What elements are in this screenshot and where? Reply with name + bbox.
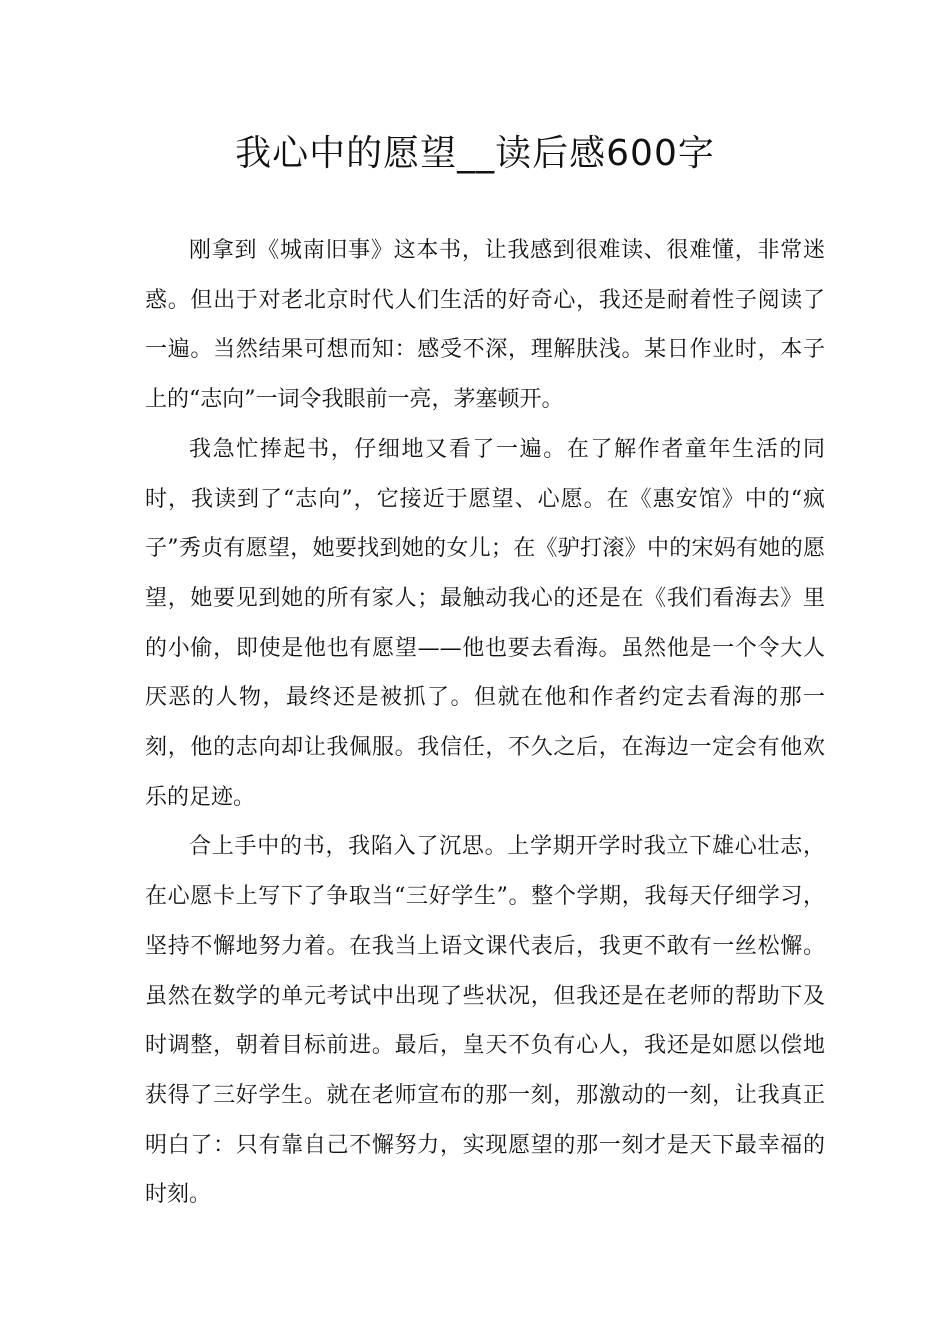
document-title: 我心中的愿望__读后感600字: [235, 133, 715, 174]
document-body: [145, 226, 825, 1220]
paragraph-3: 合上手中的书，我陷入了沉思。上学期开学时我立下雄心壮志，在心愿卡上写下了争取当“三好学生”。整个学期，我每天仔细学习，坚持不懈地努力着。在我当上语文课代表后，我更不敢有一丝松懈。虽然在数学的单元考试中出现了些状况，但我还是在老师的帮助下及时调整，朝着目标前进。最后，皇天不负有心人，我还是如愿以偿地获得了三好学生。就在老师宣布的那一刻，那激动的一刻，让我真正明白了：只有靠自己不懈努力，实现愿望的那一刻才是天下最幸福的时刻。: [145, 834, 825, 1208]
paragraph-2: 我急忙捧起书，仔细地又看了一遍。在了解作者童年生活的同时，我读到了“志向”，它接近于愿望、心愿。在《惠安馆》中的“疯子”秀贞有愿望，她要找到她的女儿；在《驴打滚》中的宋妈有她的愿望，她要见到她的所有家人；最触动我心的还是在《我们看海去》里的小偷，即使是他也有愿望——他也要去看海。虽然他是一个令大人厌恶的人物，最终还是被抓了。但就在他和作者约定去看海的那一刻，他的志向却让我佩服。我信任，不久之后，在海边一定会有他欢乐的足迹。: [145, 436, 825, 810]
paragraph-1: 刚拿到《城南旧事》这本书，让我感到很难读、很难懂，非常迷惑。但出于对老北京时代人们生活的好奇心，我还是耐着性子阅读了一遍。当然结果可想而知：感受不深，理解肤浅。某日作业时，本子上的“志向”一词令我眼前一亮，茅塞顿开。: [145, 238, 825, 413]
